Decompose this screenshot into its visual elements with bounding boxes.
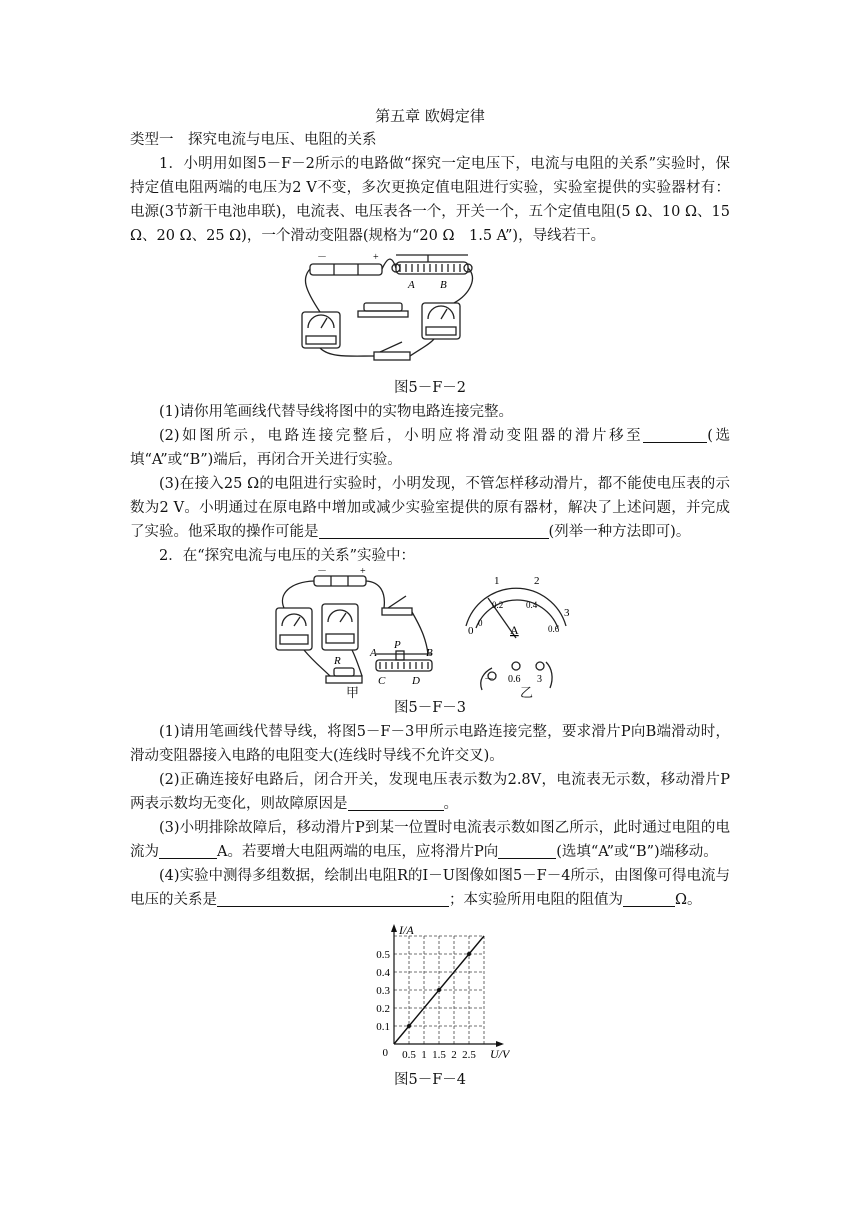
fig3-plus-label: + <box>360 568 366 577</box>
q1-sub3 <box>130 472 730 544</box>
fig2-label-a: A <box>408 279 415 291</box>
q1-sub2-text-a: (2)如图所示，电路连接完整后，小明应将滑动变阻器的滑片移至 <box>159 428 644 444</box>
y-axis-label: I/A <box>399 923 414 937</box>
fig3-switch <box>382 608 412 615</box>
meter-small-0: 0 <box>478 618 483 628</box>
q1-stem: 1．小明用如图5－F－2所示的电路做“探究一定电压下，电流与电阻的关系”实验时，保持定值电阻两端的电压为2 V不变，多次更换定值电阻进行实验，实验室提供的实验器材有：电源(3节新干电池串联)，电流表、电压表各一个，开关一个，五个定值电阻(5 Ω、10 Ω、15 Ω、20 Ω、25 Ω)，一个滑动变阻器(规格为“20 Ω 1.5 A”)，导线若干。 <box>130 156 730 244</box>
circuit-and-meter-5-F-3 <box>270 568 590 696</box>
q2-sub3-current-blank[interactable] <box>159 842 217 859</box>
y-tick-label: 0.5 <box>376 949 390 961</box>
terminal-label-negative: － <box>484 674 494 685</box>
q2-sub2-text-a: (2)正确连接好电路后，闭合开关，发现电压表示数为2.8V，电流表无示数，移动滑片P两表示数均无变化，则故障原因是 <box>130 772 730 812</box>
figure-5-F-3 <box>270 568 590 701</box>
meter-small-0.2: 0.2 <box>492 600 504 610</box>
q2-sub4 <box>130 864 730 912</box>
terminal-3 <box>536 662 544 670</box>
q1-sub1: (1)请你用笔画线代替导线将图中的实物电路连接完整。 <box>159 404 514 420</box>
rheostat <box>396 262 468 274</box>
q2-sub4-text-b: ；本实验所用电阻的阻值为 <box>449 892 623 908</box>
fig3-label-c: C <box>378 675 386 687</box>
q2-sub4-relation-blank[interactable] <box>217 890 449 907</box>
q2-sub2-answer-blank[interactable] <box>348 794 444 811</box>
y-tick-label: 0.2 <box>376 1003 390 1015</box>
q1-sub3-answer-blank[interactable] <box>319 522 549 539</box>
q1-sub2-text-b: (选填“A”或“B”)端后，再闭合开关进行实验。 <box>130 428 730 468</box>
switch <box>374 352 410 360</box>
x-tick-label: 0.5 <box>402 1049 416 1061</box>
q2-sub2-text-b: 。 <box>443 796 458 812</box>
terminal-label-3: 3 <box>537 674 542 685</box>
terminal-label-0.6: 0.6 <box>508 674 521 685</box>
fig3-label-p: P <box>394 639 401 651</box>
figure-5-F-3-caption: 图5－F－3 <box>393 700 466 716</box>
q1-sub2 <box>130 424 730 472</box>
chapter-title: 第五章 欧姆定律 <box>375 107 485 125</box>
y-tick-label: 0.4 <box>376 967 390 979</box>
q2-sub3-direction-blank[interactable] <box>498 842 556 859</box>
meter-big-3: 3 <box>564 607 570 619</box>
fig3-label-b: B <box>426 647 433 659</box>
fixed-resistor <box>364 303 402 311</box>
battery-pack <box>310 264 382 275</box>
y-axis-arrow <box>391 924 397 932</box>
q2-sub1: (1)请用笔画线代替导线，将图5－F－3甲所示电路连接完整，要求滑片P向B端滑动时，滑动变阻器接入电路的电阻变大(连线时导线不允许交叉)。 <box>130 724 730 764</box>
x-tick-label: 1 <box>421 1049 427 1061</box>
meter-unit: A <box>510 623 519 637</box>
x-tick-label: 2.5 <box>462 1049 476 1061</box>
fig3-label-a: A <box>370 647 377 659</box>
fig2-plus-label: + <box>373 252 379 263</box>
i-u-graph <box>350 922 510 1068</box>
figure-5-F-2 <box>300 248 560 376</box>
x-axis-label: U/V <box>490 1047 510 1061</box>
meter-big-2: 2 <box>534 575 540 587</box>
section-title: 类型一 探究电流与电压、电阻的关系 <box>130 132 377 148</box>
data-point <box>437 988 441 992</box>
meter-small-0.4: 0.4 <box>526 600 538 610</box>
fig2-label-b: B <box>440 279 447 291</box>
x-tick-label: 2 <box>451 1049 457 1061</box>
q1-sub3-text-b: (列举一种方法即可)。 <box>548 524 691 540</box>
q1-sub2-answer-blank[interactable] <box>643 426 707 443</box>
terminal-0.6 <box>512 662 520 670</box>
page <box>130 104 730 1092</box>
ammeter <box>422 303 460 339</box>
q2-sub3-text-b: A。若要增大电阻两端的电压，应将滑片P向 <box>217 844 499 860</box>
q2-sub4-text-a: (4)实验中测得多组数据，绘制出电阻R的I－U图像如图5－F－4所示，由图像可得电流与电压的关系是 <box>130 868 730 908</box>
q2-sub3-text-c: (选填“A”或“B”)端移动。 <box>556 844 718 860</box>
data-point <box>467 952 471 956</box>
voltmeter <box>302 312 340 348</box>
data-point <box>407 1024 411 1028</box>
fig3-label-yi: 乙 <box>520 686 534 701</box>
q1-sub3-text-a: (3)在接入25 Ω的电阻进行实验时，小明发现，不管怎样移动滑片，都不能使电压表的示数为2 V。小明通过在原电路中增加或减少实验室提供的原有器材，解决了上述问题，并完成了实验。他采取的操作可能是 <box>130 476 730 540</box>
figure-5-F-4-caption: 图5－F－4 <box>393 1072 466 1088</box>
fig3-label-d: D <box>412 675 420 687</box>
figure-5-F-2-caption: 图5－F－2 <box>393 380 466 396</box>
meter-big-1: 1 <box>494 575 500 587</box>
fig3-minus-label: － <box>317 568 327 577</box>
figure-5-F-4 <box>350 922 510 1068</box>
q2-sub3 <box>130 816 730 864</box>
q2-sub4-text-c: Ω。 <box>675 892 702 908</box>
fig2-minus-label: － <box>317 252 327 263</box>
origin-label: 0 <box>382 1047 388 1059</box>
meter-big-0: 0 <box>468 625 474 637</box>
fig3-label-r: R <box>334 655 341 667</box>
fig3-label-jia: 甲 <box>346 686 360 701</box>
x-tick-label: 1.5 <box>432 1049 446 1061</box>
q2-sub3-text-a: (3)小明排除故障后，移动滑片P到某一位置时电流表示数如图乙所示，此时通过电阻的电流为 <box>130 820 730 860</box>
q2-sub2 <box>130 768 730 816</box>
q2-sub4-resistance-blank[interactable] <box>623 890 675 907</box>
circuit-diagram-5-F-2 <box>300 248 560 376</box>
y-tick-label: 0.1 <box>376 1021 390 1033</box>
y-tick-label: 0.3 <box>376 985 390 997</box>
fig3-battery <box>314 576 366 586</box>
q2-stem: 2．在“探究电流与电压的关系”实验中： <box>159 548 416 564</box>
meter-small-0.6: 0.6 <box>548 624 560 634</box>
